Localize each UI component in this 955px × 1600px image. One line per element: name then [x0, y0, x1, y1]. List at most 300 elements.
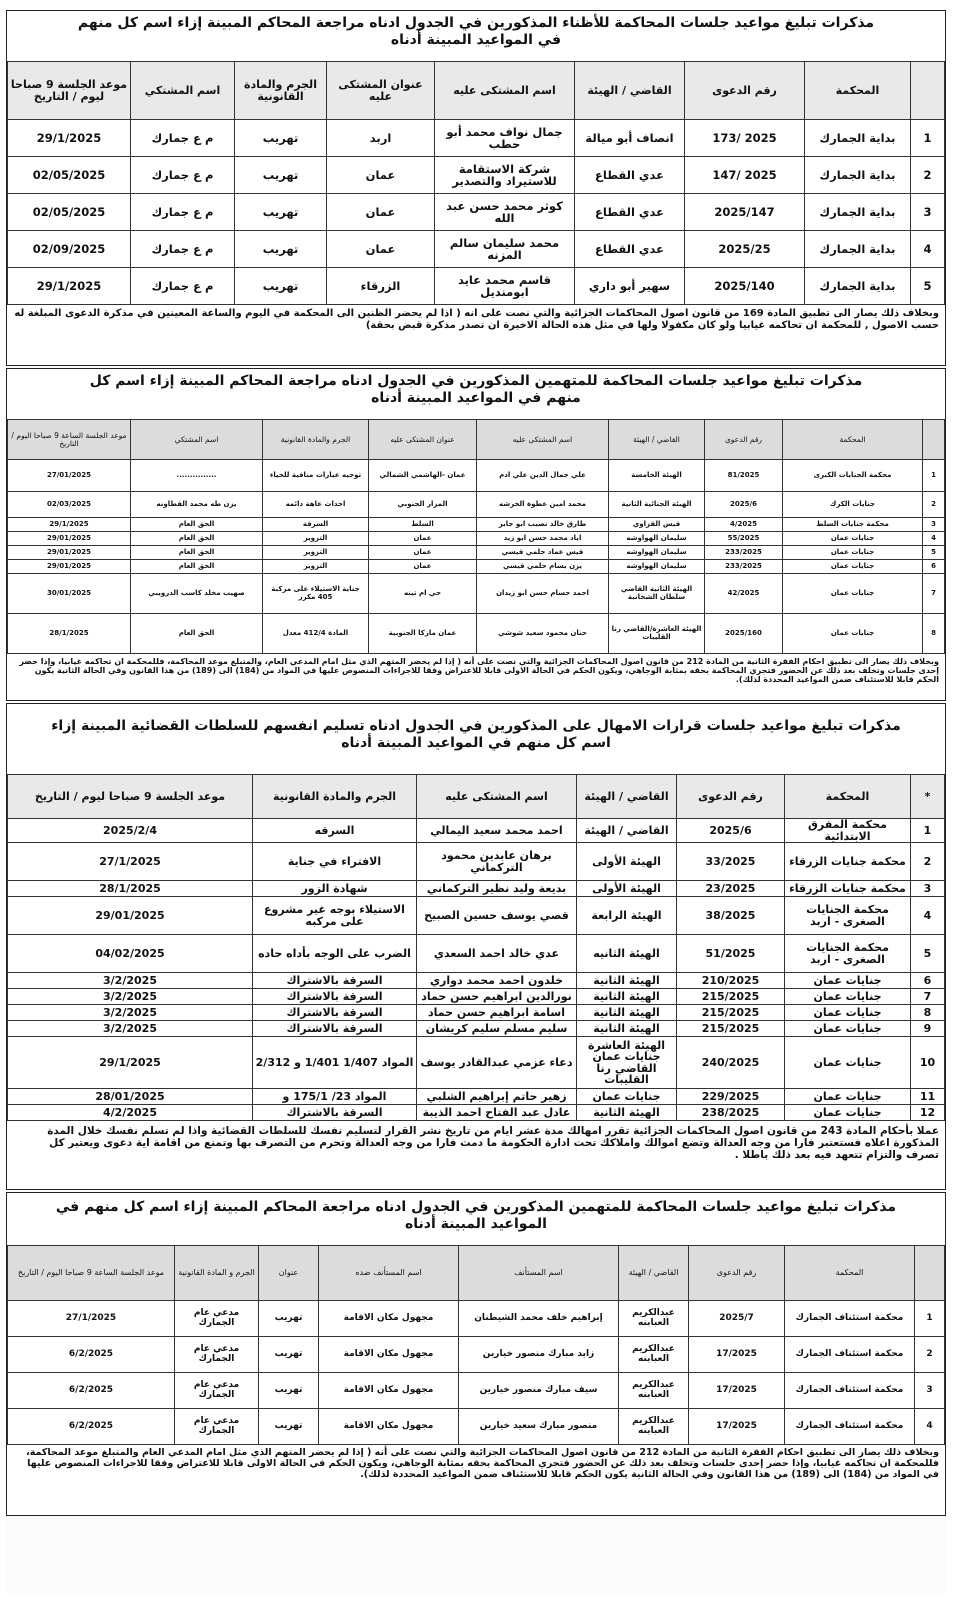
table-cell: جنايات عمان — [785, 989, 911, 1005]
legal-note: وبخلاف ذلك يصار الى تطبيق احكام الفقرة الثانية من المادة 212 من قانون اصول المحاكمات الجزائية والتي نصت على أنه ( إذا لم يحضر المتهم الذي مثل امام المدعي العام، والمتبلغ موعد المحاكمة، فللمحكمة ان تحاكمه غيابيا، وإذا حضر إحدى جلسات وتخلف بعد ذلك عن الحضور فتجري المحاكمة بحقه بمثابة الوجاهي، ويكون الحكم في الحالة الاولى قابلا للاعتراض وفقا للاجراءات المنصوص عليها في المواد من (184) الى (189) من هذا القانون وفي الحالة الثانية يكون الحكم قابلا للاستئناف ضمن المواعيد المحددة لذلك). — [19, 657, 939, 685]
col-header: موعد الجلسة 9 صباحا ليوم / التاريخ — [8, 62, 131, 120]
table-cell: 17/2025 — [689, 1337, 785, 1373]
table-cell: السرقة بالاشتراك — [253, 973, 417, 989]
table-cell: 6/2/2025 — [8, 1337, 175, 1373]
title-line-2: في المواعيد المبينة أدناه — [390, 31, 562, 48]
col-header: اسم المشتكي — [131, 420, 263, 460]
table-cell: بداية الجمارك — [805, 120, 911, 157]
notice-section-3 — [6, 703, 946, 1190]
table-cell: 4 — [911, 897, 945, 935]
table-row — [8, 897, 945, 935]
table-cell: قاسم محمد عايد ابومنديل — [435, 268, 575, 305]
table-cell: 215/2025 — [677, 1021, 785, 1037]
table-cell: عمان — [327, 194, 435, 231]
col-header: عنوان — [259, 1246, 319, 1301]
table-cell: جناية الاستيلاء على مركبة 405 مكرر — [263, 574, 369, 614]
legal-note: وبخلاف ذلك يصار الى تطبيق المادة 169 من قانون اصول المحاكمات الجزائية والتي نصت على انه ( اذا لم يحضر الظنين الى المحكمة في اليوم والساعة المعينين في مذكرة الدعوى المبلغة له حسب الاصول , للمحكمة ان تحاكمه غيابيا ولو كان مكفولا ولها في مثل هذه الحالة الاخيرة ان تصدر مذكرة قبض بحقة) — [14, 308, 939, 331]
table-cell: 3/2/2025 — [8, 973, 253, 989]
table-cell: 2 — [911, 157, 945, 194]
table-cell: ............... — [131, 460, 263, 492]
table-cell: 38/2025 — [677, 897, 785, 935]
table-cell: محكمة الجنايات الصغرى - اربد — [785, 935, 911, 973]
table-cell: 23/2025 — [677, 881, 785, 897]
table-cell: الهيئة الخامسة — [609, 460, 705, 492]
col-header: رقم الدعوى — [677, 775, 785, 819]
table-cell: شهادة الزور — [253, 881, 417, 897]
table-cell: 2025/25 — [685, 231, 805, 268]
table-cell: جنايات عمان — [785, 1089, 911, 1105]
table-cell: الهيئة الثانيه — [577, 935, 677, 973]
table-cell: 11 — [911, 1089, 945, 1105]
table-cell: تهريب — [235, 157, 327, 194]
table-cell: محكمة الجنايات الصغرى - اربد — [785, 897, 911, 935]
col-header: * — [911, 775, 945, 819]
table-cell: عمان — [369, 546, 477, 560]
table-cell: جنايات عمان — [577, 1089, 677, 1105]
col-header: الجرم والمادة القانونية — [253, 775, 417, 819]
table-cell: عمان — [327, 157, 435, 194]
table-row — [8, 843, 945, 881]
table-cell: الهيئة الثانية — [577, 1105, 677, 1121]
table-cell: السرقة بالاشتراك — [253, 989, 417, 1005]
col-header: المحكمة — [783, 420, 923, 460]
table-cell: سليم مسلم سليم كريشان — [417, 1021, 577, 1037]
table-row — [8, 989, 945, 1005]
table-cell: التزوير — [263, 532, 369, 546]
table-cell: 3/2/2025 — [8, 1005, 253, 1021]
col-header — [915, 1246, 945, 1301]
table-cell: الحق العام — [131, 532, 263, 546]
col-header: اسم المشتكى عليه — [435, 62, 575, 120]
table-cell: 2025 /147 — [685, 157, 805, 194]
table-cell: عبدالكريم العبابنه — [619, 1301, 689, 1337]
table-cell: التزوير — [263, 560, 369, 574]
table-cell: بداية الجمارك — [805, 157, 911, 194]
table-cell: مدعي عام الجمارك — [175, 1337, 259, 1373]
table-cell: 210/2025 — [677, 973, 785, 989]
table-cell: محمد سليمان سالم المزنه — [435, 231, 575, 268]
col-header: موعد الجلسة الساعة 9 صباحا اليوم / التاريخ — [8, 1246, 175, 1301]
table-cell: 233/2025 — [705, 546, 783, 560]
notice-table — [7, 774, 945, 1121]
title-line-1: مذكرات تبليغ مواعيد جلسات المحاكمة للمتهمين المذكورين في الجدول ادناه مراجعة المحاكم المبينة إزاء اسم كل — [89, 373, 863, 389]
table-cell: 3 — [923, 518, 945, 532]
table-cell: يزن بسام حلمي قيسي — [477, 560, 609, 574]
table-cell: محكمة استئناف الجمارك — [785, 1301, 915, 1337]
table-cell: م ع جمارك — [131, 157, 235, 194]
table-cell: 2025/2/4 — [8, 819, 253, 843]
table-cell: الهيئة الأولى — [577, 843, 677, 881]
table-cell: سليمان الهواوشه — [609, 532, 705, 546]
table-cell: 8 — [911, 1005, 945, 1021]
table-cell: 29/1/2025 — [8, 120, 131, 157]
table-cell: 4 — [923, 532, 945, 546]
table-cell: محكمة استئناف الجمارك — [785, 1337, 915, 1373]
col-header: موعد الجلسة 9 صباحا ليوم / التاريخ — [8, 775, 253, 819]
table-cell: الهيئة الثانية — [577, 1005, 677, 1021]
table-cell: إبراهيم خلف محمد الشيطنان — [459, 1301, 619, 1337]
table-row — [8, 560, 945, 574]
table-cell: 29/1/2025 — [8, 1037, 253, 1089]
col-header: اسم المشتكي — [131, 62, 235, 120]
table-row — [8, 1105, 945, 1121]
table-cell: الحق العام — [131, 560, 263, 574]
notice-table — [7, 419, 945, 654]
table-cell: حي ام تينه — [369, 574, 477, 614]
table-row — [8, 819, 945, 843]
table-cell: الهيئة الثانية — [577, 973, 677, 989]
table-cell: المادة 412/4 معدل — [263, 614, 369, 654]
table-cell: قيس القزاوي — [609, 518, 705, 532]
notice-section-4 — [6, 1192, 946, 1516]
table-cell: 5 — [911, 268, 945, 305]
table-cell: قيس عماد حلمي قيسي — [477, 546, 609, 560]
table-cell: جنايات عمان — [783, 574, 923, 614]
table-cell: التزوير — [263, 546, 369, 560]
table-cell: 1 — [915, 1301, 945, 1337]
notice-section-1 — [6, 10, 946, 366]
table-cell: جنايات عمان — [783, 614, 923, 654]
table-cell: الحق العام — [131, 614, 263, 654]
table-cell: 29/01/2025 — [8, 532, 131, 546]
table-cell: 6/2/2025 — [8, 1409, 175, 1445]
table-cell: يزن طه محمد القطاونه — [131, 492, 263, 518]
table-cell: سهير أبو داري — [575, 268, 685, 305]
table-cell: الحق العام — [131, 518, 263, 532]
table-row — [8, 1089, 945, 1105]
table-cell: اربد — [327, 120, 435, 157]
table-cell: منصور مبارك سعيد خيارين — [459, 1409, 619, 1445]
col-header: الجرم والمادة القانونية — [263, 420, 369, 460]
col-header: اسم المستأنف ضده — [319, 1246, 459, 1301]
legal-note: وبخلاف ذلك يصار الى تطبيق احكام الفقرة الثانية من المادة 212 من قانون اصول المحاكمات الجزائية والتي نصت على أنه ( إذا لم يحضر المتهم الذي مثل امام المدعي العام والمتبلغ موعد المحاكمة، فللمحكمة ان تحاكمه غيابيا، وإذا حضر إحدى جلسات وتخلف بعد ذلك عن الحضور فتجري المحاكمة بحقه بمثابة الوجاهي، ويكون الحكم في الحالة الاولى قابلا للاعتراض وفقا للاجراءات المنصوص عليها في المواد من (184) الى (189) من هذا القانون وفي الحالة الثانية يكون الحكم قابلا للاستئناف ضمن المواعيد المحددة لذلك). — [26, 1447, 939, 1480]
table-cell: زايد مبارك منصور خيارين — [459, 1337, 619, 1373]
table-cell: الهيئة العاشرة جنايات عمان القاضي رنا القليبات — [577, 1037, 677, 1089]
table-cell: 7 — [923, 574, 945, 614]
table-cell: تهريب — [235, 268, 327, 305]
table-cell: 30/01/2025 — [8, 574, 131, 614]
table-cell: عمان — [327, 231, 435, 268]
table-cell: 4/2/2025 — [8, 1105, 253, 1121]
col-header: القاضي / الهيئة — [577, 775, 677, 819]
table-cell: 33/2025 — [677, 843, 785, 881]
table-cell: جنايات عمان — [785, 1005, 911, 1021]
table-cell: 28/1/2025 — [8, 614, 131, 654]
table-cell: 2025/160 — [705, 614, 783, 654]
table-cell: 3 — [911, 881, 945, 897]
table-row — [8, 231, 945, 268]
table-row — [8, 120, 945, 157]
table-cell: م ع جمارك — [131, 268, 235, 305]
table-cell: مجهول مكان الاقامة — [319, 1301, 459, 1337]
table-cell: السرقة بالاشتراك — [253, 1105, 417, 1121]
table-cell: 8 — [923, 614, 945, 654]
table-cell: الضرب على الوجه بأداه حاده — [253, 935, 417, 973]
table-cell: 215/2025 — [677, 1005, 785, 1021]
table-cell: محكمة استئناف الجمارك — [785, 1373, 915, 1409]
col-header: عنوان المشتكى عليه — [327, 62, 435, 120]
table-row — [8, 1373, 945, 1409]
table-cell: السرقة بالاشتراك — [253, 1021, 417, 1037]
table-cell: 29/01/2025 — [8, 897, 253, 935]
table-cell: جنايات عمان — [785, 1105, 911, 1121]
table-cell: دعاء عزمي عبدالقادر يوسف — [417, 1037, 577, 1089]
table-cell: 3 — [911, 194, 945, 231]
table-cell: بداية الجمارك — [805, 231, 911, 268]
table-cell: 238/2025 — [677, 1105, 785, 1121]
table-cell: 2025/140 — [685, 268, 805, 305]
table-cell: بداية الجمارك — [805, 268, 911, 305]
table-cell: تهريب — [259, 1337, 319, 1373]
table-cell: عمان -الهاشمي الشمالي — [369, 460, 477, 492]
table-row — [8, 614, 945, 654]
table-cell: 4/2025 — [705, 518, 783, 532]
table-cell: تهريب — [235, 231, 327, 268]
table-cell: توجيه عبارات منافية للحياء — [263, 460, 369, 492]
table-cell: م ع جمارك — [131, 231, 235, 268]
table-cell: الهيئة الثانية — [577, 1021, 677, 1037]
table-cell: الهيئة الثانية — [577, 989, 677, 1005]
table-cell: 240/2025 — [677, 1037, 785, 1089]
table-cell: حنان محمود سعيد شوشي — [477, 614, 609, 654]
table-cell: محمد امين عطوة الخرشه — [477, 492, 609, 518]
table-row — [8, 492, 945, 518]
table-cell: السرقة — [263, 518, 369, 532]
col-header — [923, 420, 945, 460]
table-cell: 215/2025 — [677, 989, 785, 1005]
section-title — [7, 1193, 945, 1245]
table-cell: سيف مبارك منصور خيارين — [459, 1373, 619, 1409]
table-cell: 2 — [915, 1337, 945, 1373]
section-title — [7, 369, 945, 419]
table-cell: م ع جمارك — [131, 194, 235, 231]
table-cell: جنايات عمان — [785, 1021, 911, 1037]
table-cell: محكمة جنايات السلط — [783, 518, 923, 532]
table-cell: 1 — [911, 120, 945, 157]
table-cell: عدي القطاع — [575, 231, 685, 268]
table-cell: عبدالكريم العبابنه — [619, 1337, 689, 1373]
table-cell: الهيئة العاشرة/القاضي رنا القليبات — [609, 614, 705, 654]
table-row — [8, 268, 945, 305]
table-cell: جمال نواف محمد أبو حطب — [435, 120, 575, 157]
table-cell: 27/1/2025 — [8, 1301, 175, 1337]
table-cell: 233/2025 — [705, 560, 783, 574]
table-cell: عبدالكريم العبابنه — [619, 1373, 689, 1409]
table-cell: الزرقاء — [327, 268, 435, 305]
col-header: الجرم و المادة القانونية — [175, 1246, 259, 1301]
table-cell: 10 — [911, 1037, 945, 1089]
table-cell: 29/01/2025 — [8, 546, 131, 560]
table-cell: خلدون احمد محمد دواري — [417, 973, 577, 989]
table-cell: 7 — [911, 989, 945, 1005]
col-header: القاضي / الهيئة — [619, 1246, 689, 1301]
table-cell: 229/2025 — [677, 1089, 785, 1105]
table-cell: تهريب — [235, 194, 327, 231]
table-cell: 2025/6 — [677, 819, 785, 843]
table-cell: اياد محمد حسن ابو زيد — [477, 532, 609, 546]
table-cell: قصي يوسف حسين الصبيح — [417, 897, 577, 935]
table-cell: 2025/147 — [685, 194, 805, 231]
table-cell: صهيب مخلد كاسب الدرويبي — [131, 574, 263, 614]
table-cell: بداية الجمارك — [805, 194, 911, 231]
col-header — [911, 62, 945, 120]
title-line-2: المواعيد المبينة أدناه — [405, 1215, 547, 1232]
table-cell: مدعي عام الجمارك — [175, 1373, 259, 1409]
table-cell: 2025/6 — [705, 492, 783, 518]
col-header: رقم الدعوى — [705, 420, 783, 460]
table-cell: 6 — [923, 560, 945, 574]
table-cell: عدي خالد احمد السعدي — [417, 935, 577, 973]
table-cell: 29/01/2025 — [8, 560, 131, 574]
table-cell: 02/05/2025 — [8, 157, 131, 194]
table-row — [8, 1409, 945, 1445]
table-cell: محكمة جنايات الزرقاء — [785, 843, 911, 881]
table-cell: 3/2/2025 — [8, 1021, 253, 1037]
table-cell: الافتراء في جناية — [253, 843, 417, 881]
table-cell: 5 — [923, 546, 945, 560]
table-cell: محكمة الجنايات الكبرى — [783, 460, 923, 492]
table-cell: 04/02/2025 — [8, 935, 253, 973]
table-cell: 2 — [923, 492, 945, 518]
notice-section-2 — [6, 368, 946, 701]
table-cell: المواد 23/ 175/1 و — [253, 1089, 417, 1105]
table-cell: احمد محمد سعيد اليمالي — [417, 819, 577, 843]
table-cell: 02/03/2025 — [8, 492, 131, 518]
table-row — [8, 532, 945, 546]
table-cell: السرقة بالاشتراك — [253, 1005, 417, 1021]
table-cell: مجهول مكان الاقامة — [319, 1373, 459, 1409]
table-cell: الاستيلاء بوجه غير مشروع على مركبه — [253, 897, 417, 935]
table-cell: برهان عابدين محمود التركماني — [417, 843, 577, 881]
col-header: المحكمة — [785, 1246, 915, 1301]
table-cell: شركة الاستقامة للاستيراد والتصدير — [435, 157, 575, 194]
col-header: اسم المشتكى عليه — [477, 420, 609, 460]
table-cell: 2025/7 — [689, 1301, 785, 1337]
table-cell: مجهول مكان الاقامة — [319, 1409, 459, 1445]
col-header: موعد الجلسة الساعة 9 صباحا اليوم / التاريخ — [8, 420, 131, 460]
table-cell: جنايات الكرك — [783, 492, 923, 518]
table-row — [8, 1337, 945, 1373]
table-cell: سليمان الهواوشه — [609, 546, 705, 560]
table-cell: 3 — [915, 1373, 945, 1409]
table-cell: سليمان الهواوشه — [609, 560, 705, 574]
title-line-1: مذكرات تبليغ مواعيد جلسات المحاكمة للمتهمين المذكورين في الجدول ادناه مراجعة المحاكم المبينة إزاء اسم كل منهم في — [55, 1199, 897, 1216]
table-cell: 17/2025 — [689, 1409, 785, 1445]
table-cell: 4 — [915, 1409, 945, 1445]
table-cell: 6 — [911, 973, 945, 989]
table-cell: اسامة ابراهيم حسن حماد — [417, 1005, 577, 1021]
table-row — [8, 574, 945, 614]
table-cell: تهريب — [235, 120, 327, 157]
table-cell: الهيئة الأولى — [577, 881, 677, 897]
table-cell: تهريب — [259, 1373, 319, 1409]
section-title — [7, 704, 945, 774]
table-cell: 6/2/2025 — [8, 1373, 175, 1409]
table-header-row — [8, 775, 945, 819]
table-row — [8, 157, 945, 194]
table-header-row — [8, 62, 945, 120]
table-cell: عمان — [369, 560, 477, 574]
title-line-2: اسم كل منهم في المواعيد المبينة أدناه — [341, 734, 611, 751]
table-cell: 17/2025 — [689, 1373, 785, 1409]
table-cell: محكمة جنايات الزرقاء — [785, 881, 911, 897]
table-cell: 29/1/2025 — [8, 268, 131, 305]
table-cell: مدعي عام الجمارك — [175, 1301, 259, 1337]
table-cell: 02/09/2025 — [8, 231, 131, 268]
notice-table — [7, 61, 945, 305]
table-cell: 28/1/2025 — [8, 881, 253, 897]
legal-note: عملا بأحكام المادة 243 من قانون اصول المحاكمات الجزائية تقرر امهالك مدة عشر ايام من تاريخ نشر القرار لتسليم نفسك للسلطات القضائية واذا لم تسلم نفسك خلال المدة المذكورة اعلاه فستعتبر فارا من وجه العدالة وتضع اموالك واملاكك تحت ادارة الحكومة ما دمت فارا من وجه العدالة وتحرم من التصرف بها وتمنع من اقامة اية دعوى ويعتبر كل تصرف والتزام تتعهد فيه بعد ذلك باطلا . — [47, 1125, 939, 1162]
col-header: المحكمة — [785, 775, 911, 819]
table-cell: الحق العام — [131, 546, 263, 560]
table-cell: بديعة وليد نظير التركماني — [417, 881, 577, 897]
table-cell: علي جمال الدين علي ادم — [477, 460, 609, 492]
table-row — [8, 460, 945, 492]
table-row — [8, 1301, 945, 1337]
table-cell: احمد حسام حسن ابو زيدان — [477, 574, 609, 614]
table-header-row — [8, 1246, 945, 1301]
table-cell: نورالدين ابراهيم حسن حماد — [417, 989, 577, 1005]
col-header: الجرم والمادة القانونية — [235, 62, 327, 120]
table-cell: السرقه — [253, 819, 417, 843]
table-row — [8, 1037, 945, 1089]
table-row — [8, 1021, 945, 1037]
table-cell: الهيئة الرابعة — [577, 897, 677, 935]
col-header: اسم المشتكى عليه — [417, 775, 577, 819]
table-cell: 42/2025 — [705, 574, 783, 614]
table-cell: تهريب — [259, 1301, 319, 1337]
table-cell: 12 — [911, 1105, 945, 1121]
col-header: المحكمة — [805, 62, 911, 120]
table-cell: القاضي / الهيئة — [577, 819, 677, 843]
table-cell: 29/1/2025 — [8, 518, 131, 532]
newspaper-notices-page — [6, 10, 946, 1595]
table-cell: الهيئة الجنائية الثانية — [609, 492, 705, 518]
table-cell: عدي القطاع — [575, 157, 685, 194]
table-cell: مجهول مكان الاقامة — [319, 1337, 459, 1373]
col-header: القاضي / الهيئة — [575, 62, 685, 120]
table-row — [8, 546, 945, 560]
notice-table — [7, 1245, 945, 1445]
table-cell: طارق خالد نصيب ابو جابر — [477, 518, 609, 532]
table-cell: محكمة استئناف الجمارك — [785, 1409, 915, 1445]
table-cell: 4 — [911, 231, 945, 268]
table-cell: زهير حاتم إبراهيم الشلبي — [417, 1089, 577, 1105]
table-cell: تهريب — [259, 1409, 319, 1445]
title-line-2: منهم في المواعيد المبينة أدناه — [371, 389, 581, 406]
table-cell: الهيئة الثانية القاضي سلطان الشخانبة — [609, 574, 705, 614]
table-cell: 27/01/2025 — [8, 460, 131, 492]
table-cell: عادل عبد الفتاح احمد الذيبة — [417, 1105, 577, 1121]
table-cell: جنايات عمان — [785, 1037, 911, 1089]
table-cell: محكمة المفرق الابتدائية — [785, 819, 911, 843]
table-cell: السلط — [369, 518, 477, 532]
table-cell: كوثر محمد حسن عبد الله — [435, 194, 575, 231]
table-cell: 81/2025 — [705, 460, 783, 492]
table-cell: عدي القطاع — [575, 194, 685, 231]
table-row — [8, 1005, 945, 1021]
table-cell: عمان — [369, 532, 477, 546]
table-cell: 27/1/2025 — [8, 843, 253, 881]
col-header: اسم المستأنف — [459, 1246, 619, 1301]
table-cell: احداث عاهة دائمه — [263, 492, 369, 518]
table-cell: مدعي عام الجمارك — [175, 1409, 259, 1445]
table-row — [8, 194, 945, 231]
table-cell: عمان ماركا الجنوبية — [369, 614, 477, 654]
table-cell: 55/2025 — [705, 532, 783, 546]
table-cell: م ع جمارك — [131, 120, 235, 157]
table-cell: 5 — [911, 935, 945, 973]
